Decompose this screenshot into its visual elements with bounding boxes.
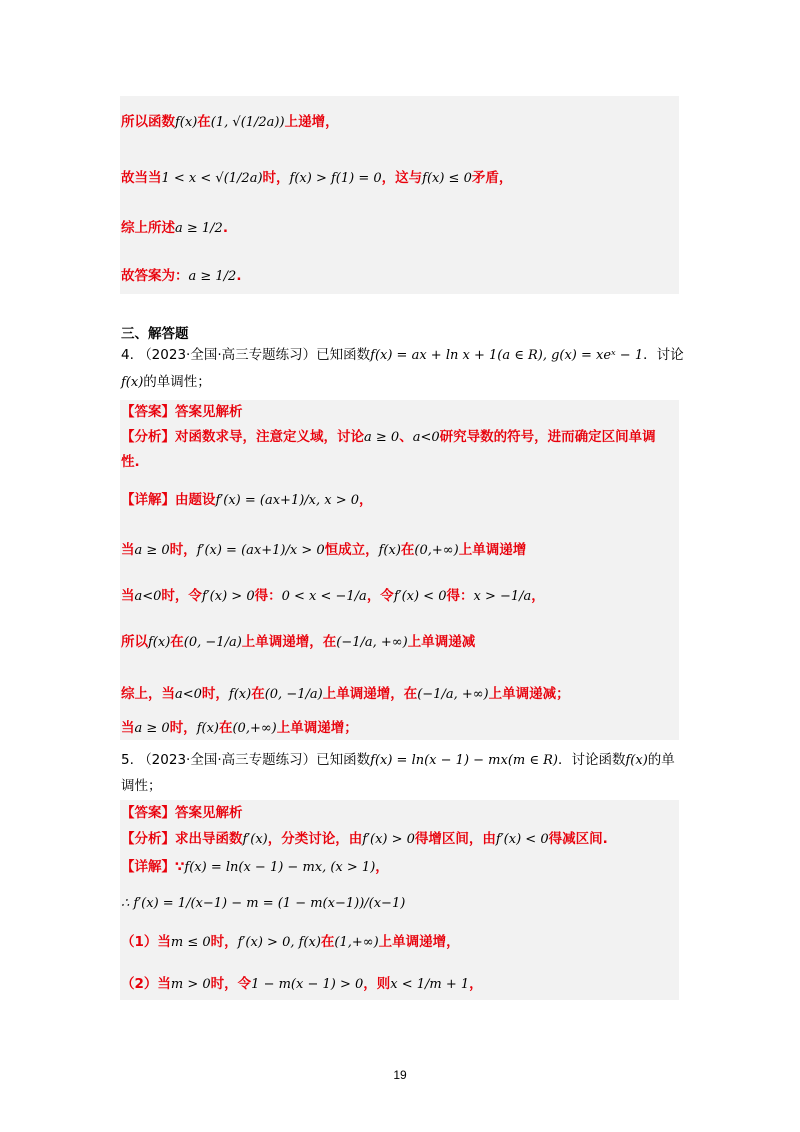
q5-analysis: 【分析】求出导函数f′(x)，分类讨论，由f′(x) > 0得增区间，由f′(x) < 0得减区间. — [121, 831, 608, 847]
question-5-line-1: 5. （2023·全国·高三专题练习）已知函数f(x) = ln(x − 1) − mx(m ∈ R)．讨论函数f(x)的单 — [121, 752, 675, 768]
q4-detail-1: 【详解】由题设f′(x) = (ax+1)/x, x > 0， — [121, 492, 373, 508]
q4-analysis-cont: 性. — [121, 454, 140, 470]
q4-analysis: 【分析】对函数求导，注意定义域，讨论a ≥ 0、a<0研究导数的符号，进而确定区间单调 — [121, 429, 656, 445]
question-5-line-2: 调性； — [121, 778, 162, 794]
question-4-line-2: f(x)的单调性； — [121, 374, 211, 390]
q4-conclusion-2: 当a ≥ 0时，f(x)在(0,+∞)上单调递增； — [121, 720, 358, 736]
question-4-line-1: 4. （2023·全国·高三专题练习）已知函数f(x) = ax + ln x + 1(a ∈ R), g(x) = xeˣ − 1．讨论 — [121, 347, 684, 363]
q4-detail-4: 所以f(x)在(0, −1/a)上单调递增，在(−1/a, +∞)上单调递减 — [121, 634, 476, 650]
q5-case-2: （2）当m > 0时，令1 − m(x − 1) > 0，则x < 1/m + 1， — [121, 976, 483, 992]
q4-detail-2: 当a ≥ 0时，f′(x) = (ax+1)/x > 0恒成立，f(x)在(0,+∞)上单调递增 — [121, 542, 527, 558]
page-number: 19 — [393, 1068, 407, 1082]
q5-answer: 【答案】答案见解析 — [121, 805, 243, 821]
q4-answer: 【答案】答案见解析 — [121, 404, 243, 420]
q4-detail-3: 当a<0时，令f′(x) > 0得：0 < x < −1/a，令f′(x) < 0得：x > −1/a， — [121, 588, 545, 604]
q5-detail-1: 【详解】∵f(x) = ln(x − 1) − mx, (x > 1)， — [121, 859, 389, 875]
q5-detail-2: ∴ f′(x) = 1/(x−1) − m = (1 − m(x−1))/(x−1) — [121, 896, 406, 911]
box1-line-1: 所以函数f(x)在(1, √(1/2a))上递增， — [121, 114, 339, 130]
box1-line-3: 综上所述a ≥ 1/2. — [121, 220, 228, 236]
q5-case-1: （1）当m ≤ 0时，f′(x) > 0, f(x)在(1,+∞)上单调递增， — [121, 934, 460, 950]
q4-conclusion-1: 综上，当a<0时，f(x)在(0, −1/a)上单调递增，在(−1/a, +∞)上单调递减； — [121, 686, 570, 702]
section-heading: 三、解答题 — [121, 326, 189, 342]
box1-line-2: 故当当1 < x < √(1/2a)时，f(x) > f(1) = 0，这与f(x) ≤ 0矛盾， — [121, 170, 513, 186]
box1-line-4: 故答案为：a ≥ 1/2. — [121, 268, 242, 284]
